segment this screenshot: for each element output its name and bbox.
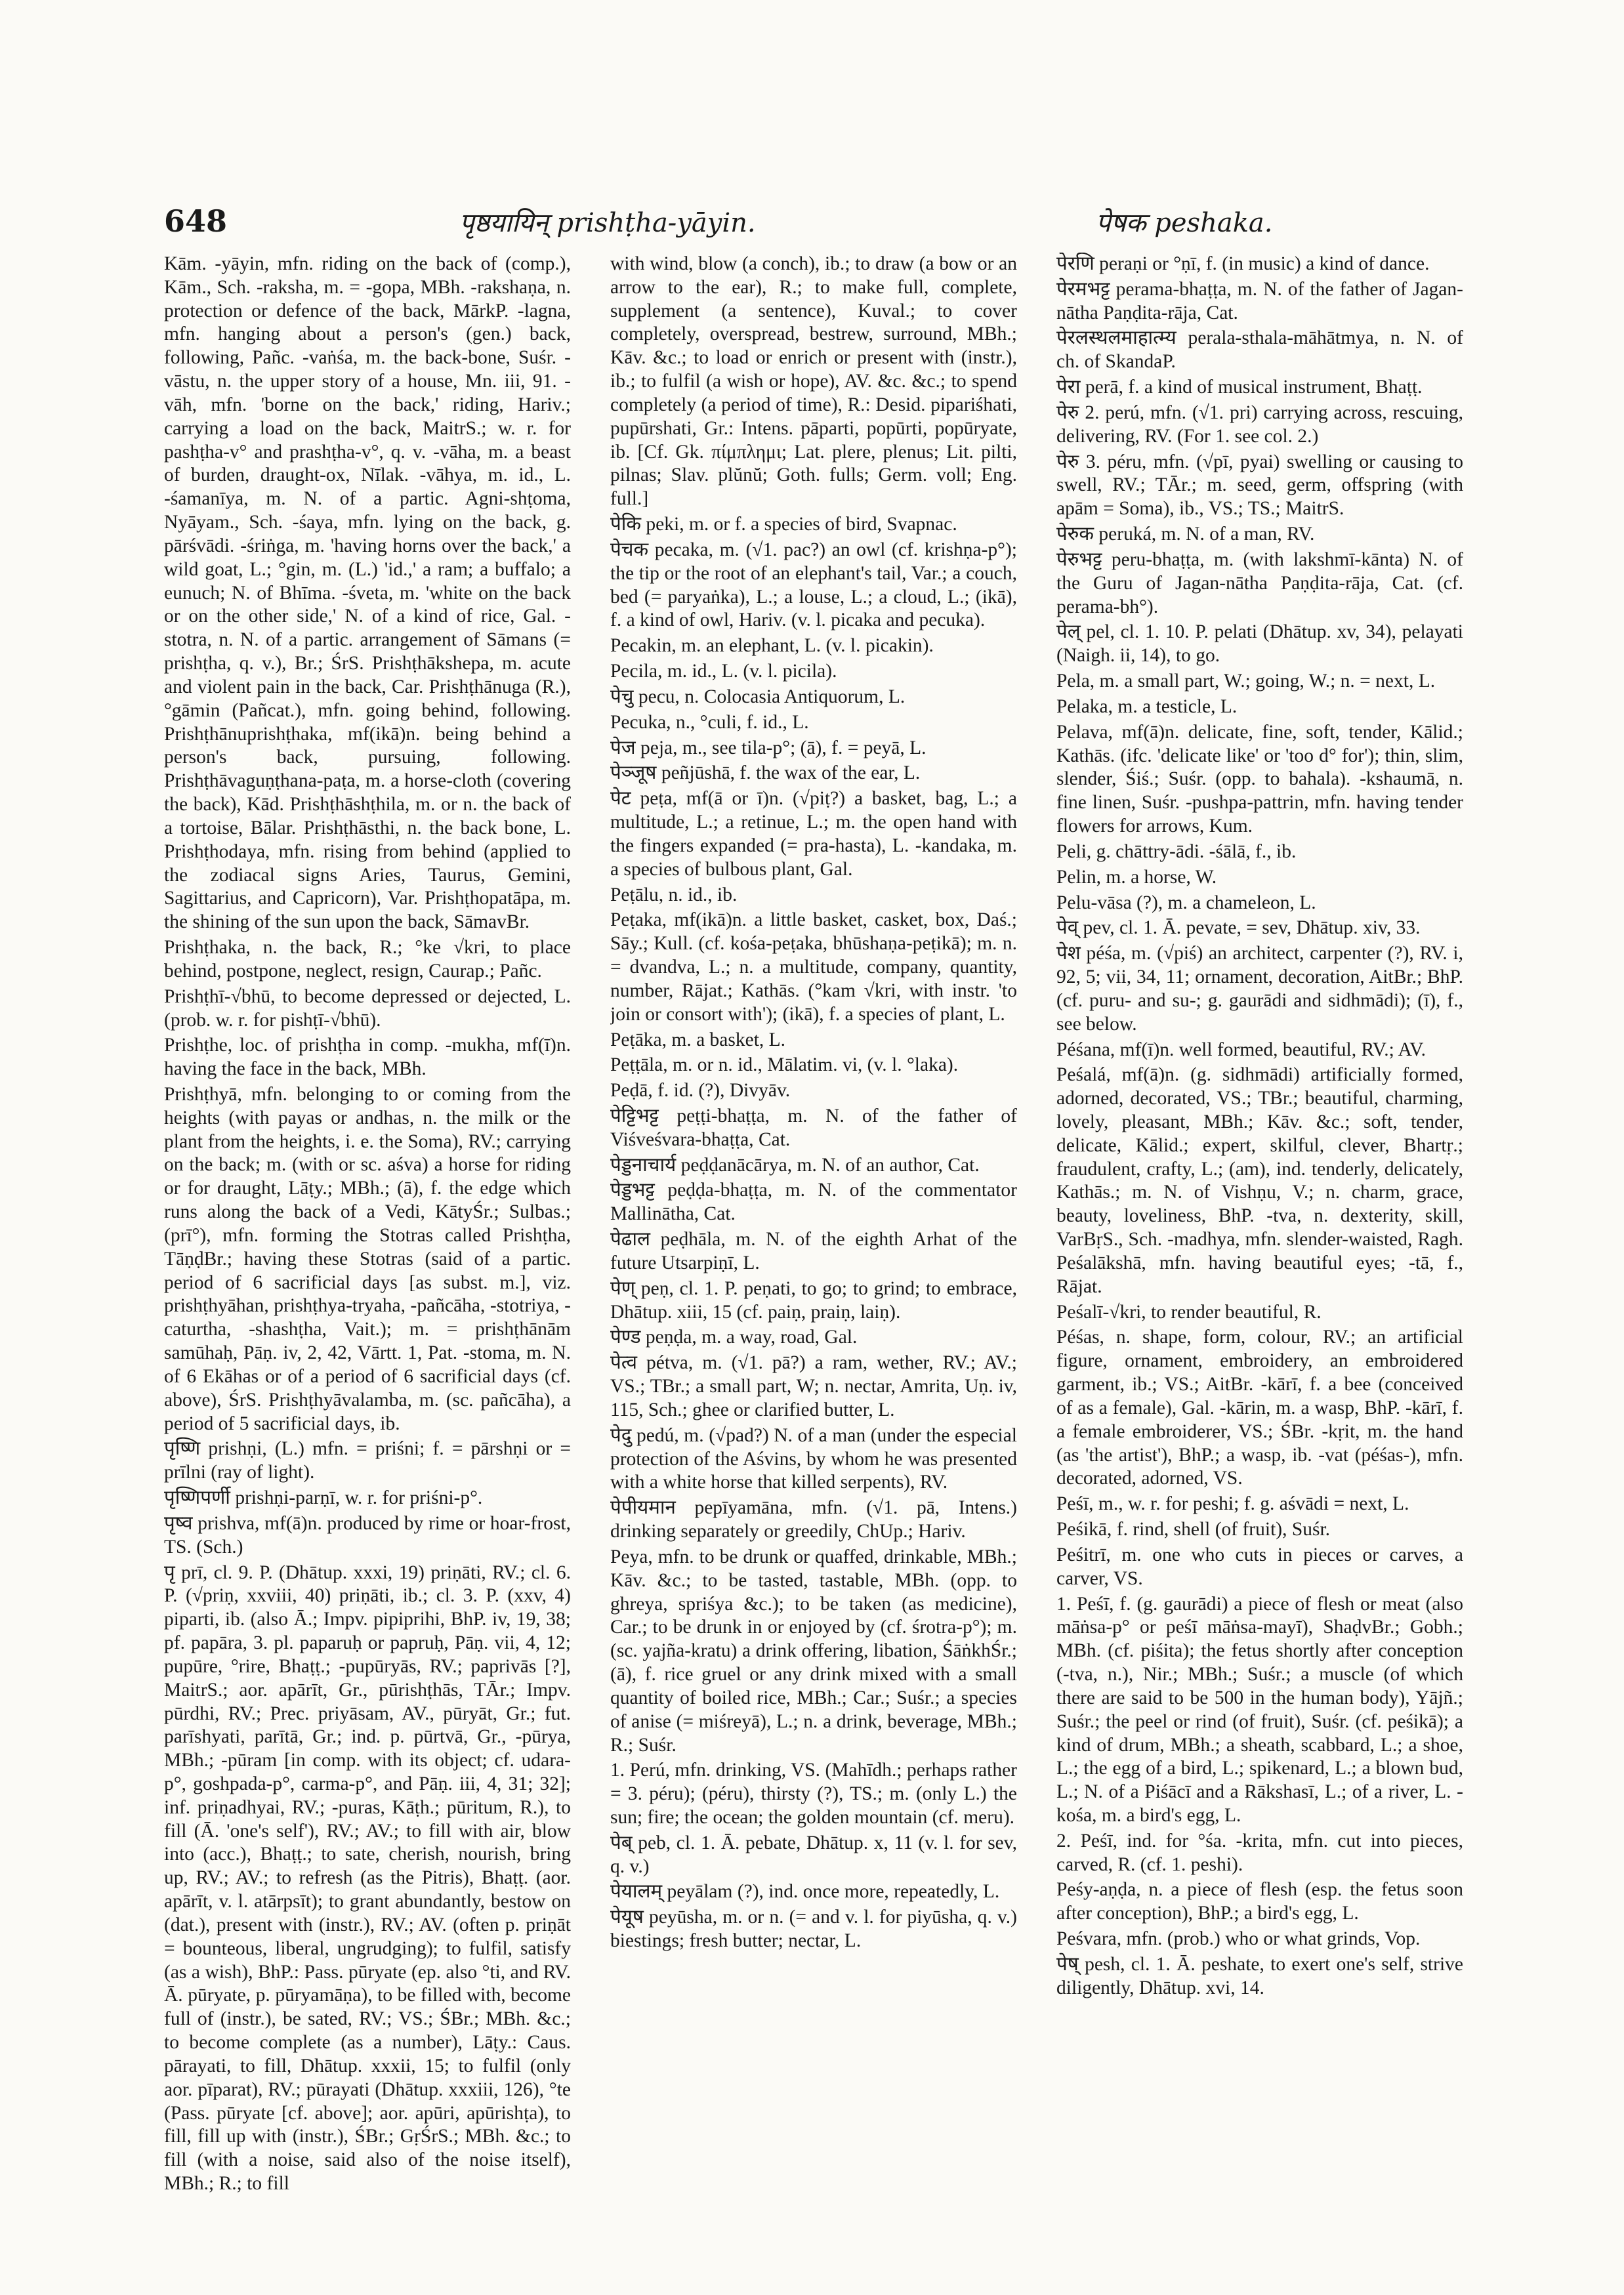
- entry: पेरुभट्ट peru-bhaṭṭa, m. (with lakshmī-kānta) N. of the Guru of Jagan-nātha Paṇḍita-rāja, Cat. (cf. perama-bh°).: [1056, 548, 1463, 617]
- entry: पेरु 3. péru, mfn. (√pī, pyai) swelling or causing to swell, RV.; TĀr.; m. seed, germ, offspring (with apām = Soma), ib., VS.; TS.; MaitrS.: [1056, 451, 1463, 520]
- entry: Peṭṭāla, m. or n. id., Mālatim. vi, (v. l. °laka).: [610, 1054, 959, 1076]
- entry: पेढाल peḍhāla, m. N. of the eighth Arhat of the future Utsarpiṇī, L.: [610, 1229, 1017, 1273]
- entry: Peṭālu, n. id., ib.: [610, 884, 738, 905]
- entry: पेरणि peraṇi or °ṇī, f. (in music) a kind of dance.: [1056, 253, 1430, 274]
- column-2: [610, 253, 1017, 2247]
- entry: पेट्टिभट्ट peṭṭi-bhaṭṭa, m. N. of the father of Viśveśvara-bhaṭṭa, Cat.: [610, 1105, 1017, 1150]
- page-number: 648: [164, 203, 228, 239]
- entry: Prishṭhyā, mfn. belonging to or coming from the heights (with payas or andhas, n. the milk or the plant from the heights, i. e. the Soma), RV.; carrying on the back; m. (with or sc. aśva) a horse for riding or for draught, Lāṭy.; MBh.; (ā), f. the edge which runs along the back of a Vedi, KātyŚr.; Sulbas.; (prī°), mfn. forming the Stotras called Prishṭha, TāṇḍBr.; having these Stotras (said of a partic. period of 6 sacrificial days [as subst. m.], viz. prishṭhyāhan, prishṭhya-tryaha, -pañcāha, -stotriya, -caturtha, -shashṭha, Vait.); m. = prishṭhānām samūhaḥ, Pāṇ. iv, 2, 42, Vārtt. 1, Pat. -stoma, m. N. of 6 Ekāhas or of a period of 6 sacrificial days (cf. above), ŚrS. Prishṭhyāvalamba, m. (sc. pañcāha), a period of 5 sacrificial days, ib.: [164, 1083, 571, 1434]
- entry: Pela, m. a small part, W.; going, W.; n. = next, L.: [1056, 671, 1436, 692]
- entry: पेरमभट्ट perama-bhaṭṭa, m. N. of the father of Jagan-nātha Paṇḍita-rāja, Cat.: [1056, 278, 1463, 323]
- entry: Peśī, m., w. r. for peshi; f. g. aśvādi = next, L.: [1056, 1493, 1409, 1515]
- entry: पेज peja, m., see tila-p°; (ā), f. = peyā, L.: [610, 737, 927, 758]
- entry: Pelu-vāsa (?), m. a chameleon, L.: [1056, 892, 1316, 913]
- entry: Peli, g. chāttry-ādi. -śālā, f., ib.: [1056, 840, 1297, 862]
- entry: पेयालम् peyālam (?), ind. once more, repeatedly, L.: [610, 1881, 1000, 1903]
- left-running-headword: पृष्ठयायिन् prishṭha-yāyin.: [459, 208, 756, 238]
- entry: Peśalī-√kri, to render beautiful, R.: [1056, 1301, 1322, 1323]
- entry: Pelaka, m. a testicle, L.: [1056, 695, 1238, 717]
- page-header: [164, 197, 1470, 249]
- entry: पेपीयमान pepīyamāna, mfn. (√1. pā, Intens.) drinking separately or greedily, ChUp.; Hariv.: [610, 1497, 1017, 1542]
- entry: पेष् pesh, cl. 1. Ā. peshate, to exert one's self, strive diligently, Dhātup. xvi, 14.: [1056, 1953, 1463, 1998]
- entry: पृ prī, cl. 9. P. (Dhātup. xxxi, 19) priṇāti, RV.; cl. 6. P. (√priṇ, xxviii, 40) priṇāti, ib.; cl. 3. P. (xxv, 4) piparti, ib. (also Ā.; Impv. pipiprihi, BhP. iv, 19, 38; pf. papāra, 3. pl. paparuḥ or papruḥ, Pāṇ. vii, 4, 12; pupūre, °rire, Bhaṭṭ.; -pupūryās, RV.; paprivās [?], MaitrS.; aor. apārīt, Gr., pūrishṭhās, TĀr.; Impv. pūrdhi, RV.; Prec. priyāsam, AV., pūryāt, Gr.; fut. parīshyati, parītā, Gr.; ind. p. pūrtvā, Gr., -pūrya, MBh.; -pūram [in comp. with its object; cf. udara-p°, goshpada-p°, carma-p°, and Pāṇ. iii, 4, 31; 32]; inf. priṇadhyai, RV.; -puras, Kāṭh.; pūritum, R.), to fill (Ā. 'one's self'), RV.; AV.; to fill with air, blow into (acc.), Bhaṭṭ.; to sate, cherish, nourish, bring up, RV.; AV.; to refresh (as the Pitris), Bhaṭṭ. (aor. apārīt, v. l. atārpsīt); to grant abundantly, bestow on (dat.), present with (instr.), RV.; AV. (often p. priṇāt = bounteous, liberal, ungrudging); to fulfil, satisfy (as a wish), BhP.: Pass. pūryate (ep. also °ti, and RV. Ā. pūryate, p. pūryamāṇa), to be filled with, become full of (instr.), be sated, RV.; VS.; ŚBr.; MBh. &c.; to become complete (as a number), Lāṭy.: Caus. pārayati, to fill, Dhātup. xxxii, 15; to fulfil (only aor. pīparat), RV.; pūrayati (Dhātup. xxxiii, 126), °te (Pass. pūryate [cf. above]; aor. apūri, apūrishṭa), to fill, fill up with (instr.), ŚBr.; GṛŚrS.; MBh. &c.; to fill (with a noise, said also of the noise itself), MBh.; R.; to fill: [164, 1561, 571, 2195]
- entry: पेड्डभट्ट peḍḍa-bhaṭṭa, m. N. of the commentator Mallinātha, Cat.: [610, 1180, 1017, 1225]
- entry: पेरु 2. perú, mfn. (√1. pri) carrying across, rescuing, delivering, RV. (For 1. see col. 2.): [1056, 402, 1463, 447]
- entry: पेट peṭa, mf(ā or ī)n. (√piṭ?) a basket, bag, L.; a multitude, L.; a retinue, L.; m. the open hand with the fingers expanded (= pra-hasta), L. -kandaka, m. a species of bulbous plant, Gal.: [610, 788, 1017, 880]
- entry: 2. Peśī, ind. for °śa. -krita, mfn. cut into pieces, carved, R. (cf. 1. peshi).: [1056, 1830, 1463, 1875]
- entry: Pecila, m. id., L. (v. l. picila).: [610, 661, 837, 682]
- entry: पेचक pecaka, m. (√1. pac?) an owl (cf. krishṇa-p°); the tip or the root of an elephant's tail, Var.; a couch, bed (= paryaṅka), L.; a louse, L.; a cloud, L.; (ikā), f. a kind of owl, Hariv. (v. l. picaka and pecuka).: [610, 539, 1017, 631]
- right-running-headword: पेषक peshaka.: [1096, 208, 1273, 238]
- entry: पेव् pev, cl. 1. Ā. pevate, = sev, Dhātup. xiv, 33.: [1056, 917, 1421, 939]
- entry: Prishṭhaka, n. the back, R.; °ke √kri, to place behind, postpone, neglect, resign, Caurap.; Pañc.: [164, 937, 571, 982]
- entry: पृष्णिपर्णी prishṇi-parṇī, w. r. for priśni-p°.: [164, 1487, 483, 1509]
- entry: पेश péśa, m. (√piś) an architect, carpenter (?), RV. i, 92, 5; vii, 34, 11; ornament, decoration, AitBr.; BhP. (cf. puru- and su-; g. gaurādi and sidhmādi); (ī), f., see below.: [1056, 943, 1463, 1035]
- entry: पेदु pedú, m. (√pad?) N. of a man (under the especial protection of the Aśvins, by whom he was presented with a white horse that killed serpents), RV.: [610, 1424, 1017, 1493]
- column-3: [1056, 253, 1463, 2247]
- entry: Peya, mfn. to be drunk or quaffed, drinkable, MBh.; Kāv. &c.; to be tasted, tastable, MBh. (opp. to ghreya, spriśya &c.); to be taken (as medicine), Car.; to be drunk in or enjoyed by (cf. śrotra-p°); m. (sc. yajña-kratu) a drink offering, libation, ŚāṅkhŚr.; (ā), f. rice gruel or any drink mixed with a small quantity of boiled rice, MBh.; Car.; Suśr.; a species of anise (= miśreyā), L.; n. a drink, beverage, MBh.; R.; Suśr.: [610, 1546, 1017, 1756]
- entry: पेचु pecu, n. Colocasia Antiquorum, L.: [610, 686, 906, 707]
- entry: पृष्व prishva, mf(ā)n. produced by rime or hoar-frost, TS. (Sch.): [164, 1512, 571, 1558]
- entry: 1. Peśī, f. (g. gaurādi) a piece of flesh or meat (also māṅsa-p° or peśī māṅsa-mayī), ShaḍvBr.; Gobh.; MBh. (cf. piśita); the fetus shortly after conception (-tva, n.), Nir.; MBh.; Suśr.; a muscle (of which there are said to be 500 in the human body), Yājñ.; Suśr.; the peel or rind (of fruit), Suśr. (cf. peśikā); a kind of drum, MBh.; a sheath, scabbard, L.; a shoe, L.; the egg of a bird, L.; spikenard, L.; a blown bud, L.; N. of a Piśācī and a Rākshasī, L.; of a river, L. -kośa, m. a bird's egg, L.: [1056, 1593, 1463, 1826]
- entry: पेकि peki, m. or f. a species of bird, Svapnac.: [610, 514, 957, 535]
- entry: Peṭāka, m. a basket, L.: [610, 1029, 786, 1050]
- entry: पेड्डनाचार्य peḍḍanācārya, m. N. of an author, Cat.: [610, 1154, 980, 1176]
- entry: पेञ्जूष peñjūshā, f. the wax of the ear, L.: [610, 762, 921, 784]
- entry: पेरलस्थलमाहात्म्य perala-sthala-māhātmya, n. N. of ch. of SkandaP.: [1056, 327, 1463, 373]
- entry: पृष्णि prishṇi, (L.) mfn. = priśni; f. = pārshṇi or = prīlni (ray of light).: [164, 1438, 571, 1483]
- entry: Prishṭhī-√bhū, to become depressed or dejected, L. (prob. w. r. for pishṭī-√bhū).: [164, 985, 571, 1031]
- entry: 1. Perú, mfn. drinking, VS. (Mahīdh.; perhaps rather = 3. péru); (péru), thirsty (?), TS.; m. (only L.) the sun; fire; the ocean; the golden mountain (cf. meru).: [610, 1760, 1017, 1828]
- entry: Pecuka, n., °culi, f. id., L.: [610, 711, 809, 733]
- entry: Péśas, n. shape, form, colour, RV.; an artificial figure, ornament, embroidery, an embroidered garment, ib.; VS.; AitBr. -kārī, f. a bee (conceived of as a female), Gal. -kārin, m. a wasp, BhP. -kārī, f. a female embroiderer, VS.; ŚBr. -kṛit, m. the hand (as 'the artist'), BhP.; a wasp, ib. -vat (péśas-), mfn. decorated, adorned, VS.: [1056, 1327, 1463, 1489]
- entry: पेयूष peyūsha, m. or n. (= and v. l. for piyūsha, q. v.) biestings; fresh butter; nectar, L.: [610, 1907, 1017, 1952]
- entry: Péśana, mf(ī)n. well formed, beautiful, RV.; AV.: [1056, 1039, 1426, 1060]
- entry: Prishṭhe, loc. of prishṭha in comp. -mukha, mf(ī)n. having the face in the back, MBh.: [164, 1035, 571, 1080]
- entry: Kām. -yāyin, mfn. riding on the back of (comp.), Kām., Sch. -raksha, m. = -gopa, MBh. -rakshaṇa, n. protection or defence of the back, MārkP. -lagna, mfn. hanging about a person's (gen.) back, following, Pañc. -vaṅśa, m. the back-bone, Suśr. -vāstu, n. the upper story of a house, Mn. iii, 91. -vāh, mfn. 'borne on the back,' riding, Hariv.; carrying a load on the back, MaitrS.; w. r. for pashṭha-v° and prashṭha-v°, q. v. -vāha, m. a beast of burden, draught-ox, Nīlak. -vāhya, m. id., L. -śamanīya, m. N. of a partic. Agni-shṭoma, Nyāyam., Sch. -śaya, mfn. lying on the back, g. pārśvādi. -śriṅga, m. 'having horns over the back,' a wild goat, L.; °gin, m. (L.) 'id.,' a ram; a buffalo; a eunuch; N. of Bhīma. -śveta, m. 'white on the back or on the other side,' N. of a kind of rice, Gal. -stotra, n. N. of a partic. arrangement of Sāmans (= prishṭha, q. v.), Br.; ŚrS. Prishṭhākshepa, m. acute and violent pain in the back, Car. Prishṭhānuga (R.), °gāmin (Pañcat.), mfn. going behind, following. Prishṭhānuprishṭhaka, mf(ikā)n. being behind a person's back, pursuing, following. Prishṭhāvaguṇṭhana-paṭa, m. a horse-cloth (covering the back), Kād. Prishṭhāshṭhila, m. or n. the back of a tortoise, Bālar. Prishṭhāsthi, n. the back bone, L. Prishṭhodaya, mfn. rising from behind (applied to the zodiacal signs Aries, Taurus, Gemini, Sagittarius, and Capricorn), Var. Prishṭhopatāpa, m. the shining of the sun upon the back, SāmavBr.: [164, 253, 571, 933]
- entry: Peśitrī, m. one who cuts in pieces or carves, a carver, VS.: [1056, 1544, 1463, 1589]
- entry: पेरा perā, f. a kind of musical instrument, Bhaṭṭ.: [1056, 377, 1423, 398]
- entry: Peśy-aṇḍa, n. a piece of flesh (esp. the fetus soon after conception), BhP.; a bird's egg, L.: [1056, 1879, 1463, 1924]
- entry: Peṭaka, mf(ikā)n. a little basket, casket, box, Daś.; Sāy.; Kull. (cf. kośa-peṭaka, bhūshaṇa-peṭikā); m. n. = dvandva, L.; n. a multitude, company, quantity, number, Rājat.; Kathās. (°kam √kri, with instr. 'to join or consort with'); (ikā), f. a species of plant, L.: [610, 909, 1017, 1025]
- text-columns: [164, 253, 1470, 2247]
- entry: Peḍā, f. id. (?), Divyāv.: [610, 1080, 791, 1102]
- entry: Peśvara, mfn. (prob.) who or what grinds, Vop.: [1056, 1928, 1421, 1950]
- entry: with wind, blow (a conch), ib.; to draw (a bow or an arrow to the ear), R.; to make full, complete, supplement (a sentence), Kuval.; to cover completely, overspread, bestrew, surround, MBh.; Kāv. &c.; to load or enrich or present with (instr.), ib.; to fulfil (a wish or hope), AV. &c. &c.; to spend completely (a period of time), R.: Desid. pipariśhati, pupūrshati, Gr.: Intens. pāparti, popūrti, popūryate, ib. [Cf. Gk. πίμπλημι; Lat. plere, plenus; Lit. pilti, pilnas; Slav. plŭnŭ; Goth. fulls; Germ. voll; Eng. full.]: [610, 253, 1017, 510]
- column-1: [164, 253, 571, 2247]
- entry: पेत्व pétva, m. (√1. pā?) a ram, wether, RV.; AV.; VS.; TBr.; a small part, W; n. nectar, Amrita, Uṇ. iv, 115, Sch.; ghee or clarified butter, L.: [610, 1352, 1017, 1420]
- entry: पेब् peb, cl. 1. Ā. pebate, Dhātup. x, 11 (v. l. for sev, q. v.): [610, 1832, 1017, 1877]
- entry: Pelin, m. a horse, W.: [1056, 866, 1217, 888]
- entry: Peśalá, mf(ā)n. (g. sidhmādi) artificially formed, adorned, decorated, VS.; TBr.; beautiful, charming, lovely, pleasant, MBh.; Kāv. &c.; soft, tender, delicate, Kālid.; expert, skilful, clever, Bhartṛ.; fraudulent, crafty, L.; (am), ind. tenderly, delicately, Kathās.; m. N. of Vishṇu, V.; n. charm, grace, beauty, loveliness, BhP. -tva, n. dexterity, skill, VarBṛS., Sch. -madhya, mfn. slender-waisted, Ragh. Peśalākshā, mfn. having beautiful eyes; -tā, f., Rājat.: [1056, 1064, 1463, 1297]
- entry: पेल् pel, cl. 1. 10. P. pelati (Dhātup. xv, 34), pelayati (Naigh. ii, 14), to go.: [1056, 621, 1463, 667]
- entry: पेण्ड peṇḍa, m. a way, road, Gal.: [610, 1327, 858, 1348]
- entry: पेरुक peruká, m. N. of a man, RV.: [1056, 524, 1315, 545]
- entry: Peśikā, f. rind, shell (of fruit), Suśr.: [1056, 1519, 1331, 1540]
- entry: Pecakin, m. an elephant, L. (v. l. picakin).: [610, 635, 934, 657]
- entry: Pelava, mf(ā)n. delicate, fine, soft, tender, Kālid.; Kathās. (ifc. 'delicate like' or 'too d° for'); thin, slim, slender, Śiś.; Suśr. (opp. to bahala). -kshaumā, n. fine linen, Suśr. -pushpa-pattrin, mfn. having tender flowers for arrows, Kum.: [1056, 721, 1463, 837]
- entry: पेण् peṇ, cl. 1. P. peṇati, to go; to grind; to embrace, Dhātup. xiii, 15 (cf. paiṇ, praiṇ, laiṇ).: [610, 1277, 1017, 1323]
